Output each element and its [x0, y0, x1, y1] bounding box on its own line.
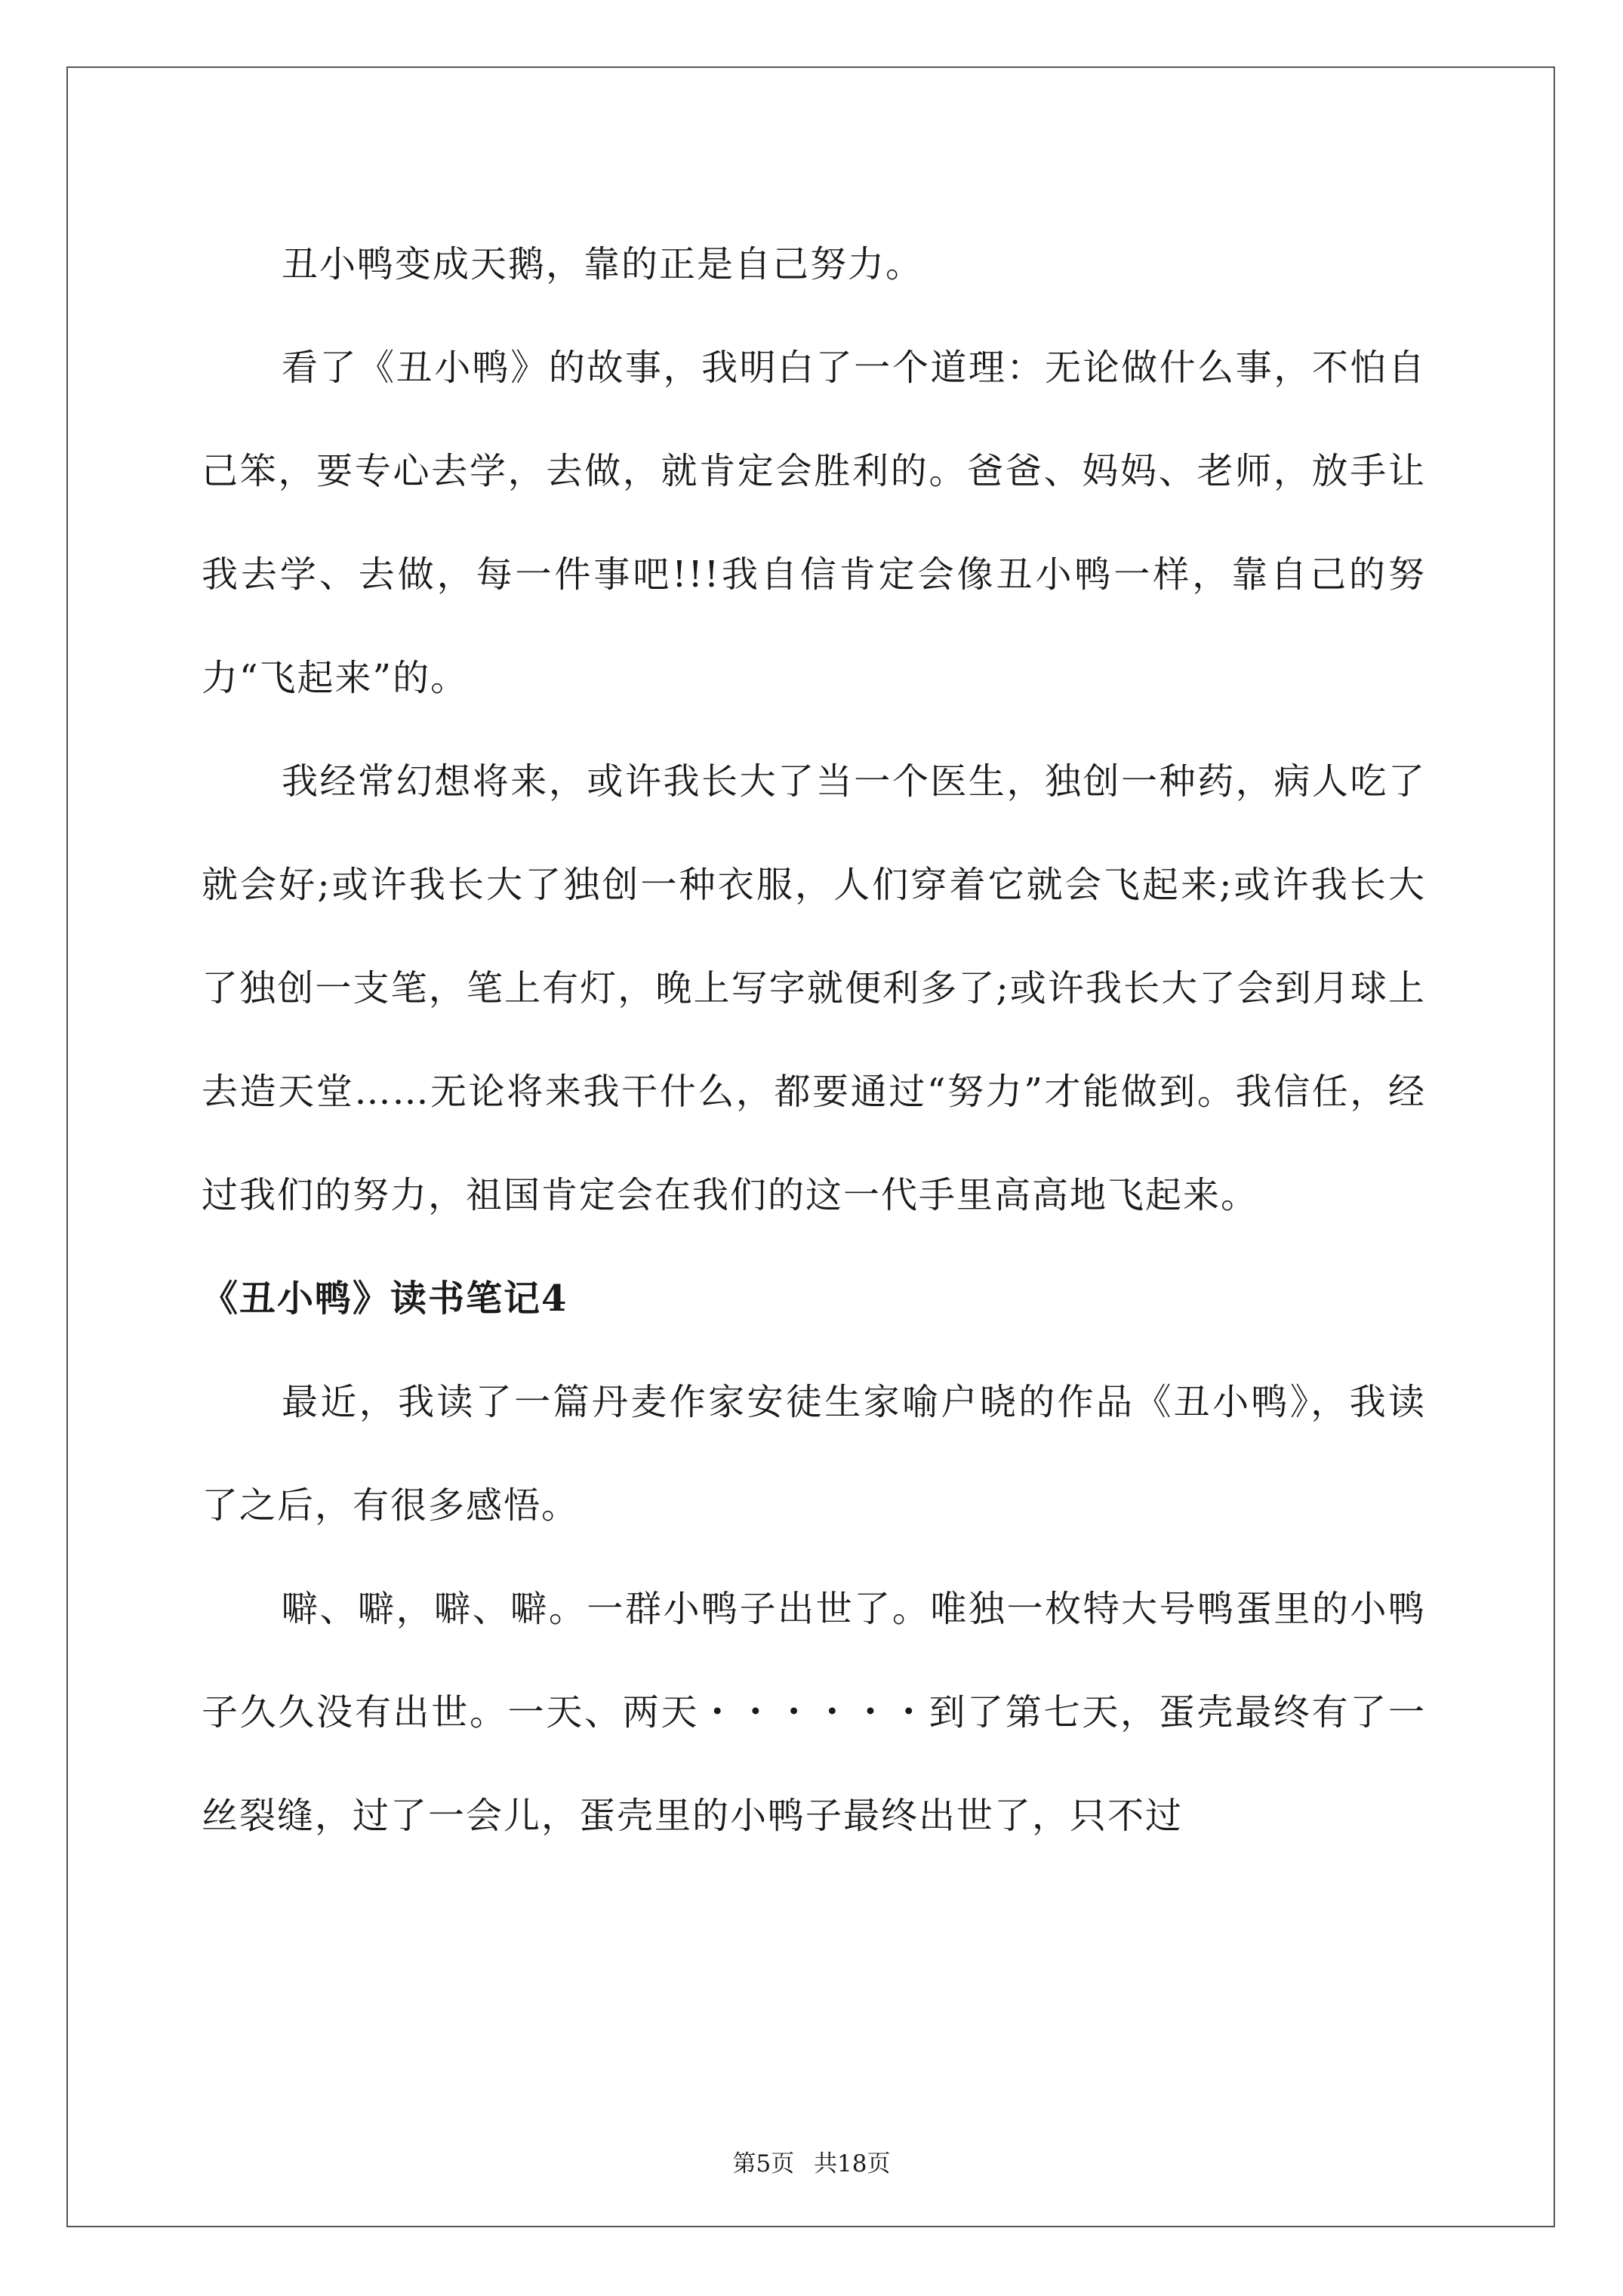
- paragraph: 看了《丑小鸭》的故事，我明白了一个道理：无论做什么事，不怕自己笨，要专心去学，去做，就肯定会胜利的。爸爸、妈妈、老师，放手让我去学、去做，每一件事吧!!!我自信肯定会像丑小鸭一样，靠自己的努力“飞起来”的。: [202, 347, 1426, 699]
- paragraph: 最近，我读了一篇丹麦作家安徒生家喻户晓的作品《丑小鸭》，我读了之后，有很多感悟。: [202, 1381, 1426, 1527]
- page-total: 共18页: [814, 2150, 891, 2177]
- page-number: 第5页: [732, 2150, 795, 2177]
- section-heading: 《丑小鸭》读书笔记4: [202, 1277, 568, 1320]
- page-footer: [0, 2144, 1623, 2178]
- paragraph: 我经常幻想将来，或许我长大了当一个医生，独创一种药，病人吃了就会好;或许我长大了独创一种衣服，人们穿着它就会飞起来;或许我长大了独创一支笔，笔上有灯，晚上写字就便利多了;或许我长大了会到月球上去造天堂……无论将来我干什么，都要通过“努力”才能做到。我信任，经过我们的努力，祖国肯定会在我们的这一代手里高高地飞起来。: [202, 760, 1426, 1216]
- document-body: [202, 213, 1426, 1868]
- paragraph: 噼、噼，噼、噼。一群小鸭子出世了。唯独一枚特大号鸭蛋里的小鸭子久久没有出世。一天、两天・・・・・・到了第七天，蛋壳最终有了一丝裂缝，过了一会儿，蛋壳里的小鸭子最终出世了，只不过: [202, 1588, 1426, 1837]
- paragraph: 丑小鸭变成天鹅，靠的正是自己努力。: [282, 243, 924, 285]
